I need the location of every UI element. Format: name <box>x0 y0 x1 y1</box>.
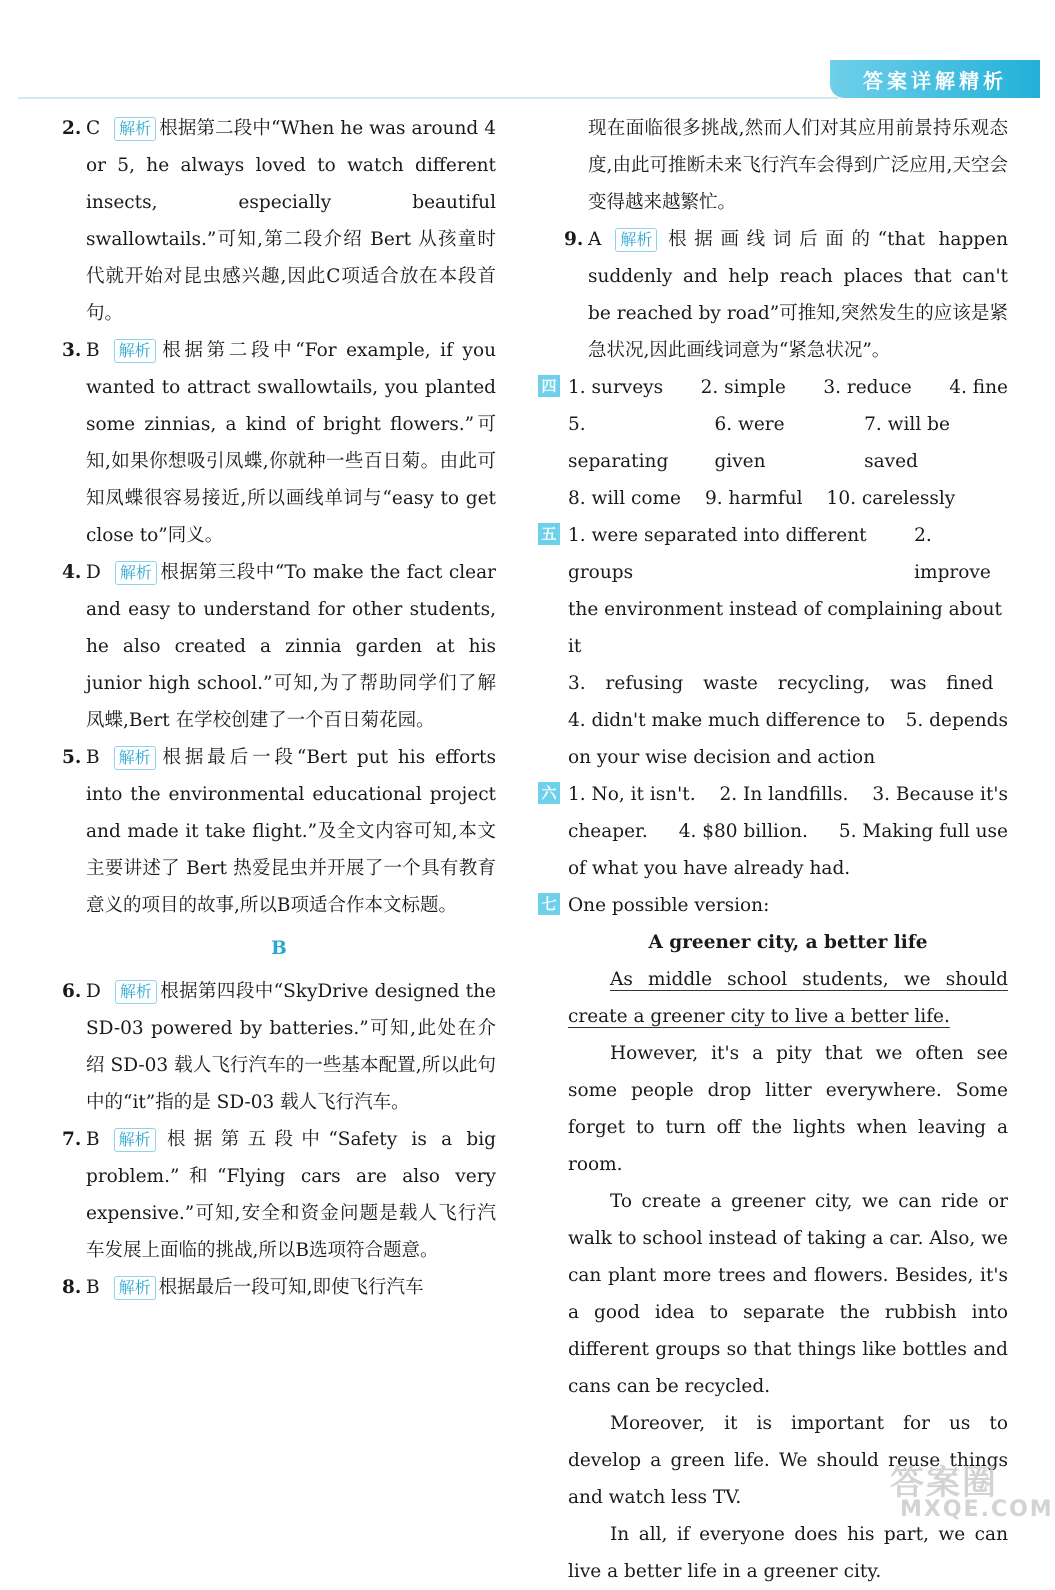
answer-cell: 4. didn't make much difference to <box>568 710 885 731</box>
analysis-tag: 解析 <box>114 339 156 363</box>
answer-cell: 8. will come <box>568 488 681 509</box>
answer-cell: 4. $80 billion. <box>678 821 808 842</box>
answer-cell: 2. improve <box>914 525 991 583</box>
answer-cell: 10. carelessly <box>826 488 956 509</box>
watermark-text: 答案圈 <box>890 1463 998 1503</box>
section-number-badge: 五 <box>538 523 560 545</box>
answer-cell: 1. No, it isn't. <box>568 784 696 805</box>
analysis-tag: 解析 <box>114 746 156 770</box>
analysis-tag: 解析 <box>114 1276 156 1300</box>
header-rule <box>18 97 838 99</box>
item-number: 7. <box>62 1129 82 1150</box>
answer-cell: 2. In landfills. <box>719 784 849 805</box>
answer-row <box>568 517 1008 591</box>
answer-row <box>568 813 1008 850</box>
item-answer: D <box>86 981 101 1002</box>
left-column <box>62 110 496 1306</box>
answer-line: of what you have already had. <box>568 858 851 879</box>
section-heading-b: B <box>271 938 287 959</box>
item-number: 3. <box>62 340 82 361</box>
answer-cell: 4. fine <box>949 377 1008 398</box>
item-analysis: 根据第四段中“SkyDrive designed the SD-03 powered by batteries.”可知,此处在介绍 SD-03 载人飞行汽车的一些基本配置,所以此句中的“it”指的是 SD-03 载人飞行汽车。 <box>86 981 496 1113</box>
essay-title: A greener city, a better life <box>648 932 928 953</box>
item-number: 6. <box>62 981 82 1002</box>
answer-item-7 <box>62 1121 496 1269</box>
answer-cell: cheaper. <box>568 821 648 842</box>
analysis-tag: 解析 <box>114 1128 156 1152</box>
item-analysis: 根据最后一段“Bert put his efforts into the environmental educational project and made it take flight.”及全文内容可知,本文主要讲述了 Bert 热爱昆虫并开展了一个具有教育意义的项目的故事,所以B项适合作本文标题。 <box>86 747 496 916</box>
analysis-tag: 解析 <box>115 561 157 585</box>
answer-cell: 7. will be saved <box>864 414 950 472</box>
continuation-text: 现在面临很多挑战,然而人们对其应用前景持乐观态度,由此可推断未来飞行汽车会得到广泛应用,天空会变得越来越繁忙。 <box>588 118 1008 213</box>
item-number: 2. <box>62 118 82 139</box>
item-analysis: 根据最后一段可知,即使飞行汽车 <box>158 1277 424 1298</box>
item-answer: B <box>86 1129 100 1150</box>
answer-item-8 <box>62 1269 496 1306</box>
item-analysis: 根据第二段中“When he was around 4 or 5, he always loved to watch different insects, especially beautiful swallowtails.”可知,第二段介绍 Bert 从孩童时代就开始对昆虫感兴趣,因此C项适合放在本段首句。 <box>86 118 496 324</box>
item-number: 9. <box>564 229 584 250</box>
answer-row <box>568 480 1008 517</box>
answer-item-3 <box>62 332 496 554</box>
header-badge: 答案详解精析 <box>830 60 1040 98</box>
answer-line: 3. refusing waste recycling, was fined <box>568 673 994 694</box>
watermark-url: MXQE.COM <box>900 1497 1054 1522</box>
answer-row <box>568 776 1008 813</box>
essay-paragraph: Moreover, it is important for us to develop a green life. We should reuse things and watch less TV. <box>568 1413 1008 1508</box>
essay-paragraph: However, it's a pity that we often see some people drop litter everywhere. Some forget to turn off the lights when leaving a room. <box>568 1043 1008 1175</box>
item-number: 5. <box>62 747 82 768</box>
answer-row <box>568 369 1008 406</box>
item-analysis: 根据第二段中“For example, if you wanted to attract swallowtails, you planted some zinnias, a kind of bright flowers.”可知,如果你想吸引凤蝶,你就种一些百日菊。由此可知凤蝶很容易接近,所以画线单词与“easy to get close to”同义。 <box>86 340 496 546</box>
analysis-tag: 解析 <box>615 228 657 252</box>
answer-cell: 2. simple <box>700 377 786 398</box>
answer-item-2 <box>62 110 496 332</box>
item-number: 4. <box>62 562 82 583</box>
item-answer: A <box>588 229 602 250</box>
item-analysis: 根据第三段中“To make the fact clear and easy to understand for other students, he also created a zinnia garden at his junior high school.”可知,为了帮助同学们了解凤蝶,Bert 在学校创建了一个百日菊花园。 <box>86 562 496 731</box>
essay-paragraph: In all, if everyone does his part, we can live a better life in a greener city. <box>568 1524 1008 1582</box>
answer-cell: 5. separating <box>568 414 669 472</box>
item-answer: B <box>86 340 100 361</box>
item-analysis: 根据第五段中“Safety is a big problem.”和“Flying cars are also very expensive.”可知,安全和资金问题是载人飞行汽车发展上面临的挑战,所以B选项符合题意。 <box>86 1129 496 1261</box>
item-answer: C <box>86 118 101 139</box>
essay-paragraph: To create a greener city, we can ride or walk to school instead of taking a car. Also, we can plant more trees and flowers. Besides, it's a good idea to separate the rubbish into different groups so that things like bottles and cans can be recycled. <box>568 1191 1008 1397</box>
answer-item-9 <box>538 221 1008 369</box>
item-answer: D <box>86 562 101 583</box>
answer-item-5 <box>62 739 496 924</box>
answer-cell: 1. surveys <box>568 377 664 398</box>
answer-cell: 5. depends <box>905 710 1008 731</box>
answer-cell: 9. harmful <box>705 488 803 509</box>
section-four <box>538 369 1008 517</box>
essay-paragraph <box>568 961 1008 1035</box>
analysis-tag: 解析 <box>115 980 157 1004</box>
answer-cell: 6. were given <box>714 414 785 472</box>
section-number-badge: 六 <box>538 782 560 804</box>
section-six <box>538 776 1008 887</box>
answer-line: the environment instead of complaining about it <box>568 599 1002 657</box>
analysis-tag: 解析 <box>114 117 156 141</box>
answer-item-4 <box>62 554 496 739</box>
answer-row <box>568 406 1008 480</box>
answer-cell: 3. reduce <box>823 377 912 398</box>
answer-line: on your wise decision and action <box>568 747 876 768</box>
item-number: 8. <box>62 1277 82 1298</box>
section-five <box>538 517 1008 776</box>
right-column <box>538 110 1008 1590</box>
item-answer: B <box>86 747 100 768</box>
answer-cell: 5. Making full use <box>838 821 1008 842</box>
essay-intro: One possible version: <box>568 895 770 916</box>
item-answer: B <box>86 1277 100 1298</box>
watermark-logo <box>880 1455 1054 1535</box>
answer-item-6 <box>62 973 496 1121</box>
answer-cell: 3. Because it's <box>872 784 1008 805</box>
section-number-badge: 七 <box>538 893 560 915</box>
section-number-badge: 四 <box>538 375 560 397</box>
item-analysis: 根据画线词后面的“that happen suddenly and help reach places that can't be reached by road”可推知,突然发生的应该是紧急状况,因此画线词意为“紧急状况”。 <box>588 229 1008 361</box>
answer-cell: 1. were separated into different groups <box>568 525 867 583</box>
answer-row <box>568 702 1008 739</box>
item-8-continuation <box>538 110 1008 221</box>
underlined-sentence: As middle school students, we should create a greener city to live a better life. <box>568 969 1008 1027</box>
